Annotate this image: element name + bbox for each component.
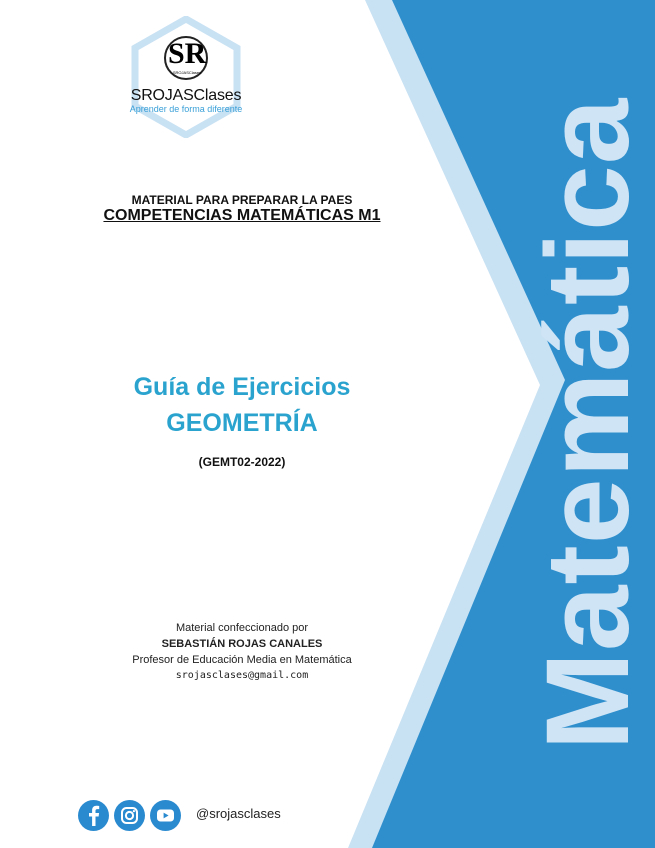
author-role: Profesor de Educación Media en Matemática <box>132 654 352 666</box>
social-handle[interactable]: @srojasclases <box>196 806 281 821</box>
made-by-line: Material confeccionado por <box>175 622 309 634</box>
guide-code: (GEMT02-2022) <box>198 455 286 469</box>
logo-brand-name: SROJASClases <box>130 87 242 104</box>
logo <box>130 16 242 138</box>
author-name: SEBASTIÁN ROJAS CANALES <box>161 638 323 650</box>
logo-monogram: SR <box>168 37 207 70</box>
guide-title: Guía de Ejercicios <box>133 373 351 401</box>
facebook-icon[interactable] <box>78 800 109 831</box>
social-icons <box>78 799 181 831</box>
logo-tagline: Aprender de forma diferente <box>129 104 243 114</box>
instagram-icon[interactable] <box>114 800 145 831</box>
prep-line: MATERIAL PARA PREPARAR LA PAES <box>131 193 353 207</box>
topic-title: GEOMETRÍA <box>166 409 318 437</box>
credits <box>40 620 444 684</box>
course-title: COMPETENCIAS MATEMÁTICAS M1 <box>103 207 381 224</box>
youtube-icon[interactable] <box>150 800 181 831</box>
vertical-subject-word: Matemática <box>522 97 654 751</box>
author-email: srojasclases@gmail.com <box>175 670 309 681</box>
logo-tiny-text: SROJASClases <box>172 70 202 75</box>
